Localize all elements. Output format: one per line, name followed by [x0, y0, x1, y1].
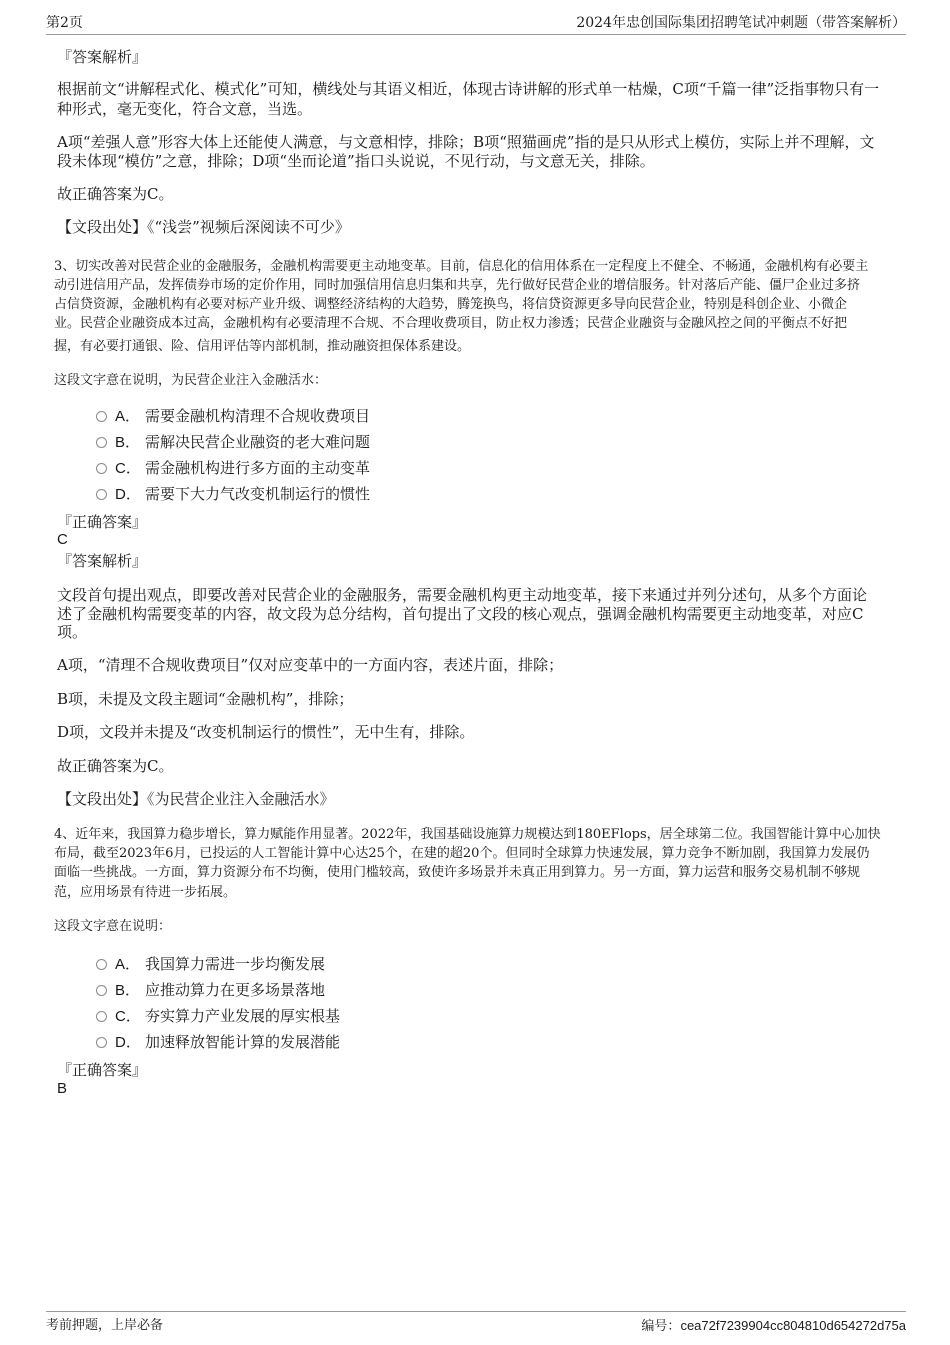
- option-letter: A．: [115, 956, 141, 973]
- document-title: 2024年忠创国际集团招聘笔试冲刺题（带答案解析）: [576, 15, 906, 31]
- option-text: 需要金融机构清理不合规收费项目: [145, 407, 371, 425]
- option-c[interactable]: [96, 1006, 340, 1027]
- question-stem-line: 占信贷资源，金融机构有必要对标产业升级、调整经济结构的大趋势，腾笼换鸟，将信贷资源更多导向民营企业，特别是科创企业、小微企: [54, 297, 848, 312]
- question-stem-line: 布局，截至2023年6月，已投运的人工智能计算中心达25个，在建的超20个。但同时全球算力快速发展，算力竞争不断加剧，我国算力发展仍: [54, 846, 870, 861]
- option-text: 夯实算力产业发展的厚实根基: [145, 1007, 341, 1025]
- option-d[interactable]: [96, 484, 370, 505]
- analysis-paragraph-line: 根据前文“讲解程式化、模式化”可知，横线处与其语义相近，体现古诗讲解的形式单一枯燥，C项“千篇一律”泛指事物只有一: [57, 80, 880, 98]
- analysis-paragraph-line: A项“差强人意”形容大体上还能使人满意，与文意相悖，排除；B项“照猫画虎”指的是只从形式上模仿，实际上并不理解，文: [57, 133, 875, 151]
- option-letter: B．: [115, 982, 141, 999]
- option-a[interactable]: [96, 406, 370, 427]
- analysis-paragraph-line: 种形式，毫无变化，符合文意，当选。: [57, 100, 313, 118]
- question-stem-line: 面临一些挑战。一方面，算力资源分布不均衡，使用门槛较高，致使许多场景并未真正用到算力。另一方面，算力运营和服务交易机制不够规: [54, 865, 861, 880]
- radio-button[interactable]: [96, 463, 107, 474]
- option-b[interactable]: [96, 980, 325, 1001]
- question-stem-line: 业。民营企业融资成本过高，金融机构有必要清理不合规、不合理收费项目，防止权力渗透；民营企业融资与金融风控之间的平衡点不好把: [54, 316, 848, 331]
- question-prompt: 这段文字意在说明：: [54, 919, 172, 934]
- analysis-paragraph: A项，“清理不合规收费项目”仅对应变革中的一方面内容，表述片面，排除；: [57, 656, 564, 674]
- answer-conclusion: 故正确答案为C。: [57, 185, 174, 203]
- option-text: 需金融机构进行多方面的主动变革: [145, 459, 371, 477]
- code-label: 编号：: [641, 1319, 681, 1334]
- option-text: 需要下大力气改变机制运行的惯性: [145, 485, 371, 503]
- analysis-paragraph-line: 项。: [57, 623, 88, 641]
- radio-button[interactable]: [96, 985, 107, 996]
- document-code: [641, 1316, 906, 1337]
- option-letter: D．: [115, 1034, 141, 1051]
- question-stem-line: 范，应用场景有待进一步拓展。: [54, 885, 237, 900]
- question-prompt: 这段文字意在说明，为民营企业注入金融活水：: [54, 373, 328, 388]
- page-number: 第2页: [46, 15, 83, 31]
- code-value: cea72f7239904cc804810d654272d75a: [680, 1318, 906, 1333]
- page-header: [46, 14, 906, 35]
- option-letter: C．: [115, 1008, 141, 1025]
- analysis-paragraph-line: 段未体现“模仿”之意，排除；D项“坐而论道”指口头说说，不见行动，与文意无关，排除。: [57, 152, 655, 170]
- option-text: 需解决民营企业融资的老大难问题: [145, 433, 371, 451]
- answer-conclusion: 故正确答案为C。: [57, 757, 174, 775]
- option-d[interactable]: [96, 1032, 340, 1053]
- analysis-label: 『答案解析』: [57, 552, 148, 570]
- option-text: 加速释放智能计算的发展潜能: [145, 1033, 341, 1051]
- option-c[interactable]: [96, 458, 370, 479]
- analysis-paragraph-line: 文段首句提出观点，即要改善对民营企业的金融服务，需要金融机构更主动地变革，接下来通过并列分述句，从多个方面论: [57, 586, 868, 604]
- option-a[interactable]: [96, 954, 325, 975]
- question-stem-line: 3、切实改善对民营企业的金融服务，金融机构需要更主动地变革。目前，信息化的信用体系在一定程度上不健全、不畅通，金融机构有必要主: [54, 259, 869, 274]
- correct-answer: C: [57, 531, 68, 548]
- radio-button[interactable]: [96, 411, 107, 422]
- analysis-paragraph: B项，未提及文段主题词“金融机构”，排除；: [57, 690, 354, 708]
- correct-answer: B: [57, 1080, 68, 1097]
- radio-button[interactable]: [96, 959, 107, 970]
- source-citation: 【文段出处】《为民营企业注入金融活水》: [57, 790, 335, 808]
- footer-slogan: 考前押题，上岸必备: [46, 1318, 164, 1333]
- radio-button[interactable]: [96, 1011, 107, 1022]
- correct-answer-label: 『正确答案』: [57, 513, 148, 531]
- option-b[interactable]: [96, 432, 370, 453]
- option-letter: B．: [115, 434, 141, 451]
- option-letter: D．: [115, 486, 141, 503]
- analysis-paragraph: D项，文段并未提及“改变机制运行的惯性”，无中生有，排除。: [57, 723, 475, 741]
- option-text: 我国算力需进一步均衡发展: [145, 955, 326, 973]
- source-citation: 【文段出处】《“浅尝”视频后深阅读不可少》: [57, 218, 350, 236]
- correct-answer-label: 『正确答案』: [57, 1061, 148, 1079]
- question-stem-line: 动引进信用产品，发挥债券市场的定价作用，同时加强信用信息归集和共享，先行做好民营企业的增信服务。针对落后产能、僵尸企业过多挤: [54, 278, 861, 293]
- radio-button[interactable]: [96, 437, 107, 448]
- option-letter: C．: [115, 460, 141, 477]
- question-stem-line: 握，有必要打通银、险、信用评估等内部机制，推动融资担保体系建设。: [54, 339, 471, 354]
- option-letter: A．: [115, 408, 141, 425]
- radio-button[interactable]: [96, 489, 107, 500]
- analysis-paragraph-line: 述了金融机构需要变革的内容，故文段为总分结构，首句提出了文段的核心观点，强调金融机构需要更主动地变革，对应C: [57, 605, 864, 623]
- option-text: 应推动算力在更多场景落地: [145, 981, 326, 999]
- page-footer: [46, 1311, 906, 1334]
- question-stem-line: 4、近年来，我国算力稳步增长，算力赋能作用显著。2022年，我国基础设施算力规模达到180EFlops，居全球第二位。我国智能计算中心加快: [54, 827, 881, 842]
- analysis-label: 『答案解析』: [57, 48, 148, 66]
- radio-button[interactable]: [96, 1037, 107, 1048]
